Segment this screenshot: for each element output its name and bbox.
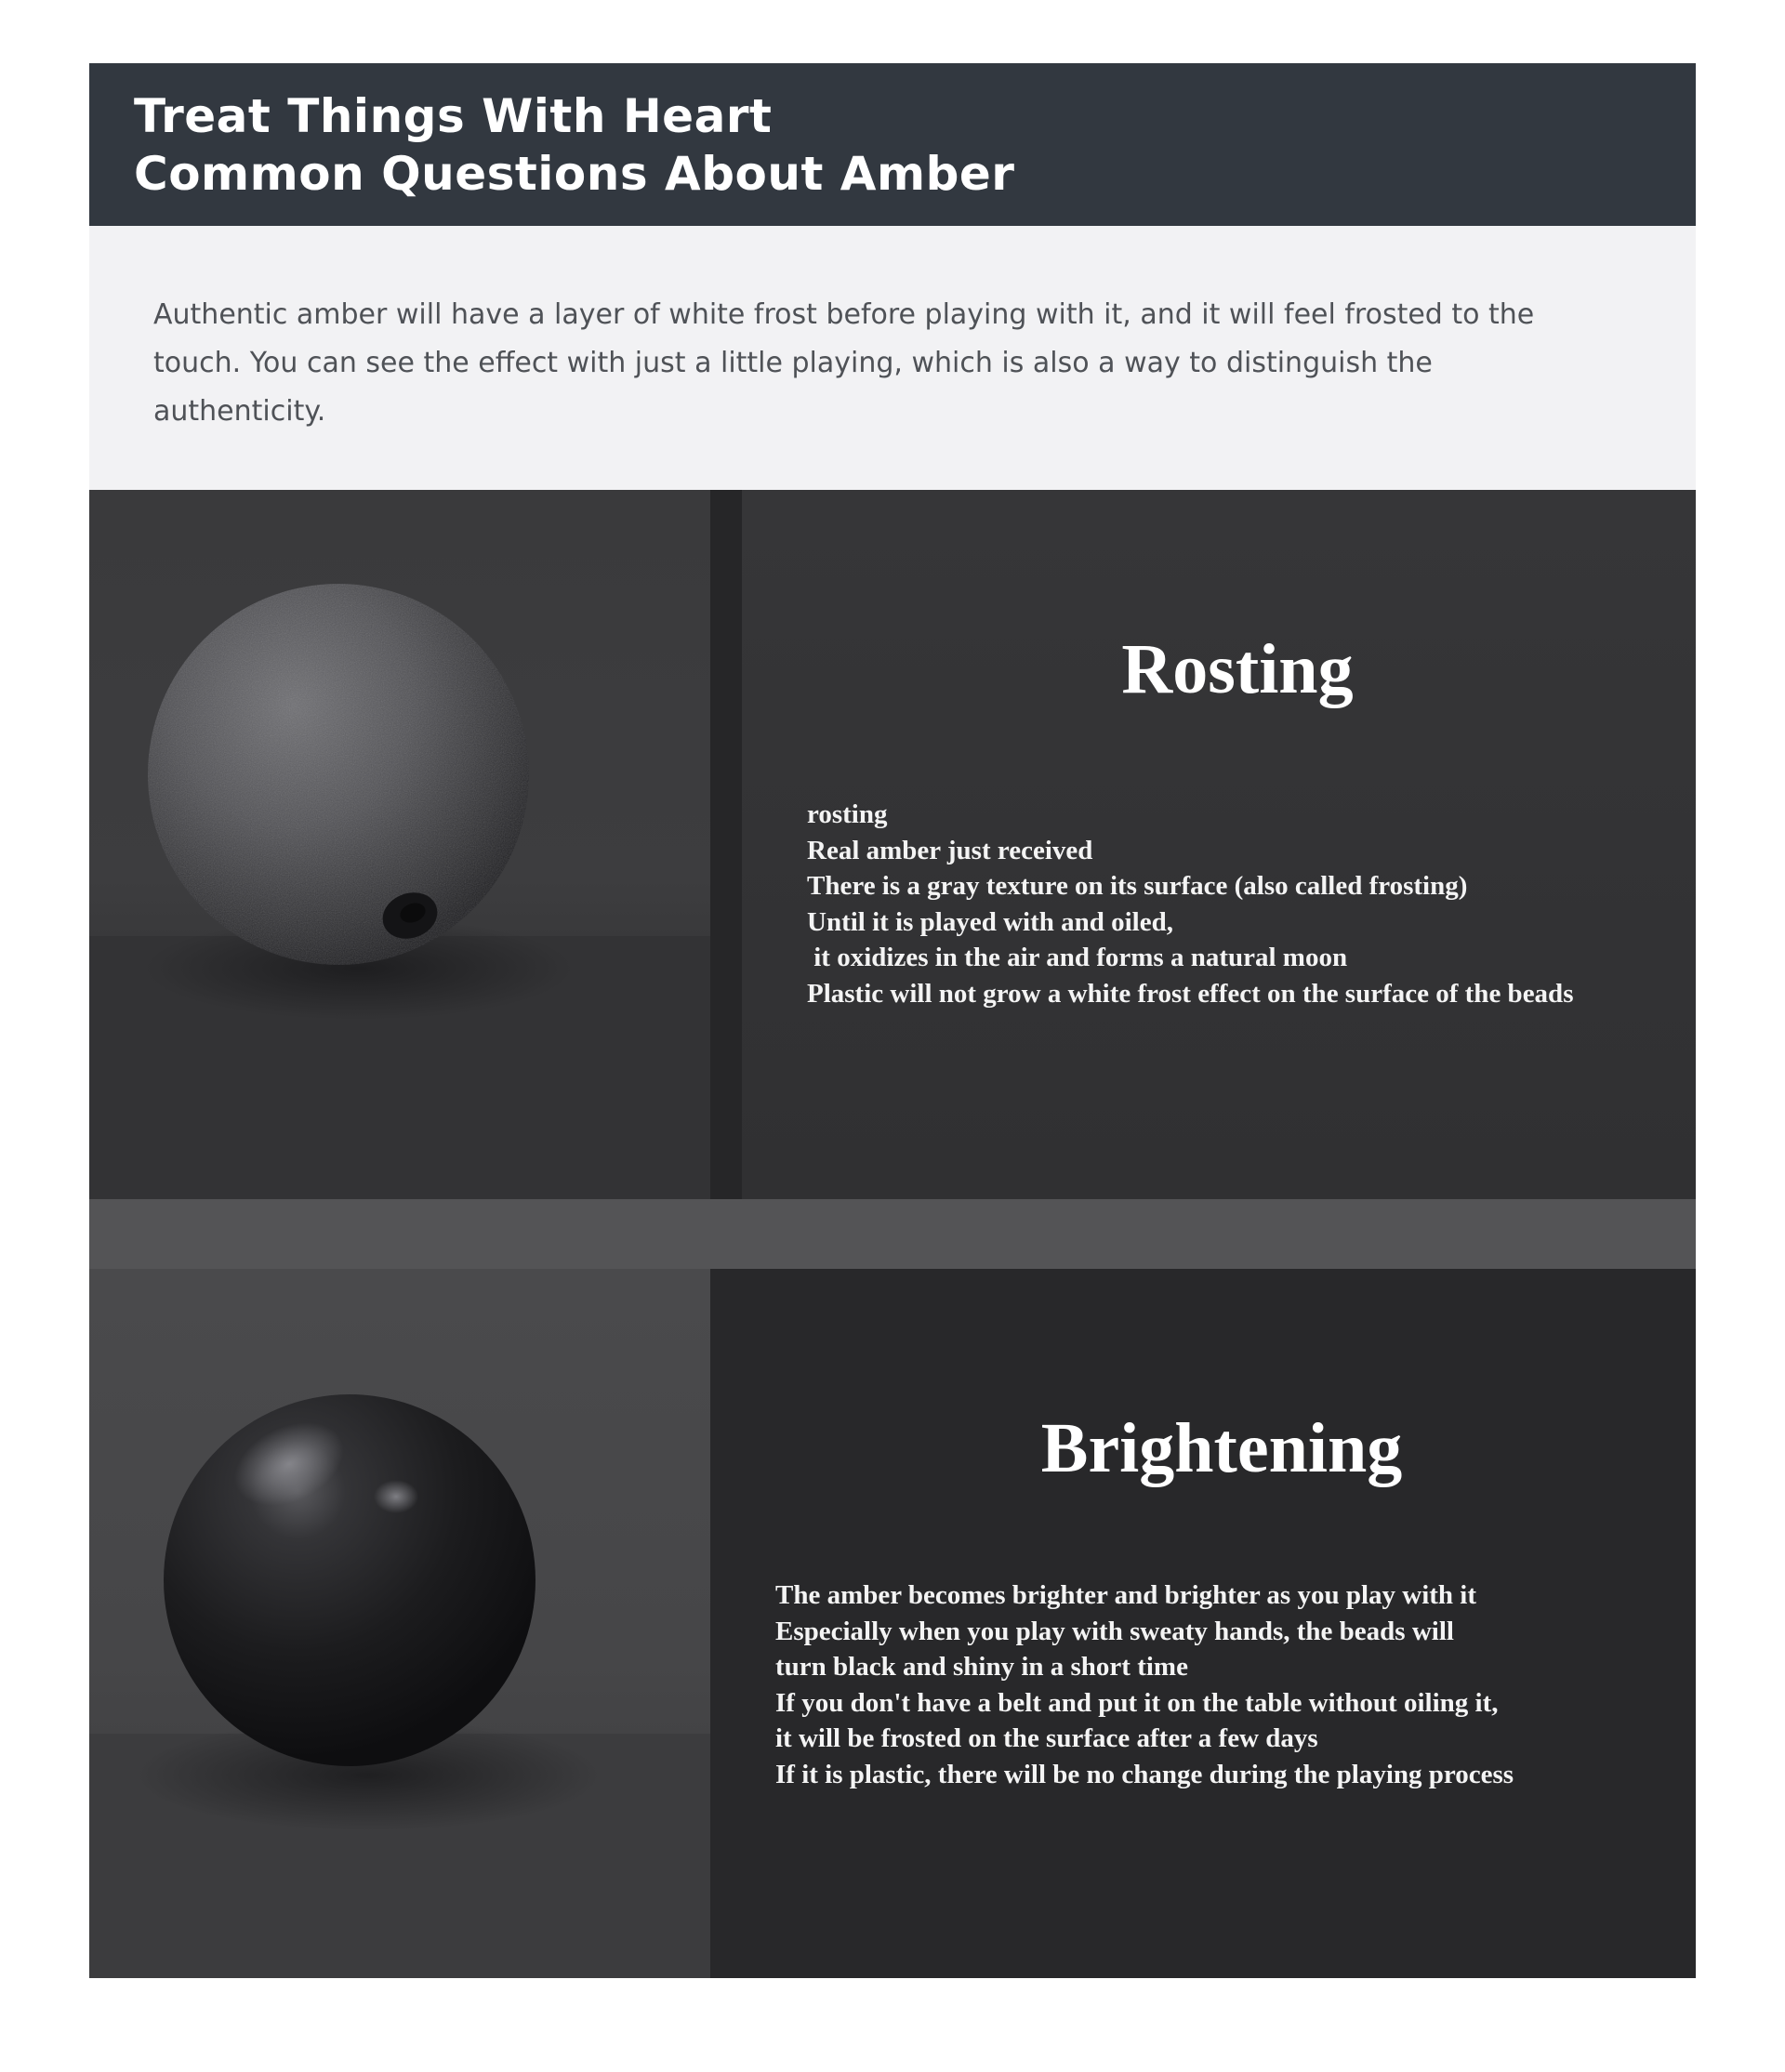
brightening-text-panel <box>710 1269 1696 1978</box>
intro-text: Authentic amber will have a layer of white frost before playing with it, and it will feel frosted to the touch. You can see the effect with just a little playing, which is also a way to distinguish the authenticity. <box>153 298 1535 428</box>
brightening-line-4: If you don't have a belt and put it on the table without oiling it, <box>775 1687 1499 1718</box>
brightening-line-6: If it is plastic, there will be no change during the playing process <box>775 1759 1514 1789</box>
rosting-line-3: There is a gray texture on its surface (also called frosting) <box>807 871 1468 902</box>
section-brightening <box>89 1269 1696 1978</box>
section-title-brightening: Brightening <box>1040 1409 1403 1487</box>
rosting-line-5: it oxidizes in the air and forms a natural moon <box>807 943 1348 973</box>
rosting-line-6: Plastic will not grow a white frost effect on the surface of the beads <box>807 978 1574 1009</box>
polished-amber-bead-photo <box>89 1269 710 1978</box>
rosting-line-2: Real amber just received <box>807 835 1093 865</box>
section-title-rosting: Rosting <box>1121 630 1354 708</box>
frosted-amber-bead-photo <box>89 490 710 1199</box>
section-divider-band <box>89 1199 1696 1269</box>
header-title-line2: Common Questions About Amber <box>134 147 1015 201</box>
rosting-line-4: Until it is played with and oiled, <box>807 906 1173 937</box>
section-rosting <box>89 490 1696 1199</box>
brightening-line-1: The amber becomes brighter and brighter as you play with it <box>775 1580 1477 1610</box>
photo-divider <box>710 490 742 1199</box>
rosting-description <box>807 797 1677 1012</box>
brightening-description <box>775 1577 1677 1793</box>
page-header <box>89 63 1696 226</box>
brightening-line-5: it will be frosted on the surface after a few days <box>775 1723 1318 1754</box>
intro-block <box>89 226 1696 490</box>
brightening-line-3: turn black and shiny in a short time <box>775 1652 1188 1683</box>
brightening-line-2: Especially when you play with sweaty hands, the beads will <box>775 1616 1454 1646</box>
frosted-bead-illustration <box>89 490 710 1199</box>
header-title-line1: Treat Things With Heart <box>134 89 773 143</box>
rosting-text-panel <box>742 490 1696 1199</box>
rosting-line-1: rosting <box>807 799 888 829</box>
polished-bead-illustration <box>89 1269 710 1978</box>
